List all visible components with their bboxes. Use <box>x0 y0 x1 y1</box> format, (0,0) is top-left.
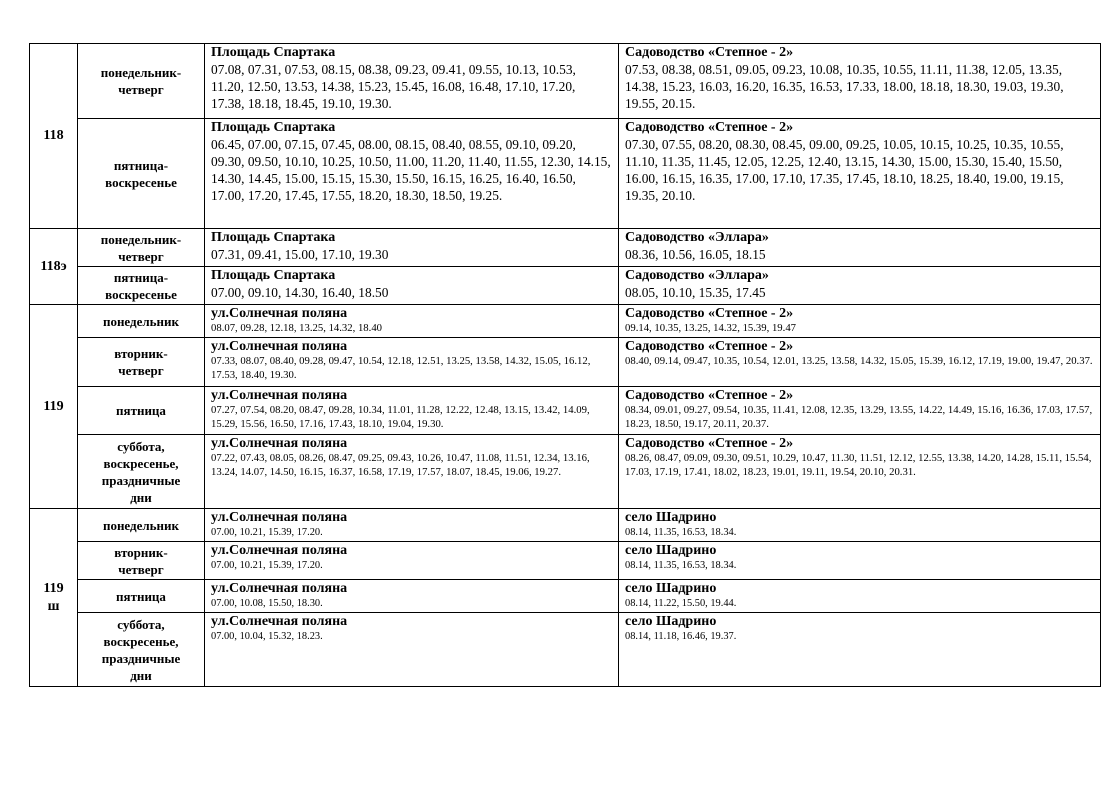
days-label: понедельник <box>78 305 205 338</box>
departure-stop: ул.Солнечная поляна <box>211 339 348 354</box>
days-label: понедельник- четверг <box>78 44 205 119</box>
route-number: 118 <box>30 44 78 229</box>
departure-stop: ул.Солнечная поляна <box>211 581 348 596</box>
return-cell <box>619 580 1101 613</box>
days-label: пятница- воскресенье <box>78 119 205 229</box>
departure-times: 07.27, 07.54, 08.20, 08.47, 09.28, 10.34, 11.01, 11.28, 12.22, 12.48, 13.15, 13.42, 14.09, 15.29, 15.56, 16.50, 17.16, 17.43, 18.10, 19.04, 19.30. <box>211 404 590 430</box>
table-row <box>30 509 1101 542</box>
departure-times: 07.00, 10.21, 15.39, 17.20. <box>211 560 323 571</box>
return-times: 08.14, 11.35, 16.53, 18.34. <box>625 527 737 538</box>
return-times: 08.34, 09.01, 09.27, 09.54, 10.35, 11.41, 12.08, 12.35, 13.29, 13.55, 14.22, 14.49, 15.16, 16.36, 17.03, 17.57, 18.23, 18.50, 19.17, 20.11, 20.37. <box>625 404 1093 430</box>
table-row <box>30 435 1101 509</box>
departure-stop: ул.Солнечная поляна <box>211 614 348 629</box>
return-cell <box>619 613 1101 687</box>
return-times: 07.53, 08.38, 08.51, 09.05, 09.23, 10.08, 10.35, 10.55, 11.11, 11.38, 12.05, 13.35, 14.38, 15.23, 16.03, 16.20, 16.35, 16.53, 17.33, 18.00, 18.18, 18.30, 19.03, 19.30, 19.55, 20.15. <box>625 62 1064 111</box>
table-row <box>30 267 1101 305</box>
table-row <box>30 580 1101 613</box>
departure-times: 07.08, 07.31, 07.53, 08.15, 08.38, 09.23, 09.41, 09.55, 10.13, 10.53, 11.20, 12.50, 13.53, 14.38, 15.23, 15.45, 16.08, 16.48, 17.10, 17.20, 17.38, 18.18, 18.45, 19.10, 19.30. <box>211 62 576 111</box>
departure-cell <box>205 338 619 387</box>
return-cell <box>619 387 1101 435</box>
departure-cell <box>205 229 619 267</box>
return-stop: село Шадрино <box>625 510 717 525</box>
departure-cell <box>205 613 619 687</box>
table-row <box>30 305 1101 338</box>
return-cell <box>619 509 1101 542</box>
departure-times: 07.31, 09.41, 15.00, 17.10, 19.30 <box>211 247 389 262</box>
departure-stop: ул.Солнечная поляна <box>211 510 348 525</box>
table-row <box>30 542 1101 580</box>
days-label: суббота, воскресенье, праздничные дни <box>78 613 205 687</box>
return-stop: Садоводство «Степное - 2» <box>625 436 794 451</box>
departure-times: 07.00, 10.21, 15.39, 17.20. <box>211 527 323 538</box>
return-cell <box>619 119 1101 229</box>
departure-times: 07.33, 08.07, 08.40, 09.28, 09.47, 10.54, 12.18, 12.51, 13.25, 13.58, 14.32, 15.05, 16.12, 17.53, 18.40, 19.30. <box>211 355 591 381</box>
return-times: 08.14, 11.35, 16.53, 18.34. <box>625 560 737 571</box>
return-times: 08.36, 10.56, 16.05, 18.15 <box>625 247 766 262</box>
departure-stop: Площадь Спартака <box>211 45 336 60</box>
departure-times: 07.00, 10.04, 15.32, 18.23. <box>211 631 323 642</box>
return-times: 08.05, 10.10, 15.35, 17.45 <box>625 285 766 300</box>
departure-cell <box>205 509 619 542</box>
return-cell <box>619 229 1101 267</box>
return-stop: Садоводство «Степное - 2» <box>625 120 794 135</box>
return-times: 07.30, 07.55, 08.20, 08.30, 08.45, 09.00, 09.25, 10.05, 10.15, 10.25, 10.35, 10.55, 11.10, 11.35, 11.45, 12.05, 12.25, 12.40, 13.15, 14.30, 15.00, 15.30, 15.40, 15.50, 16.00, 16.15, 16.35, 17.00, 17.10, 17.35, 17.45, 18.10, 18.25, 18.40, 19.00, 19.15, 19.35, 20.10. <box>625 137 1064 203</box>
return-stop: Садоводство «Степное - 2» <box>625 388 794 403</box>
return-stop: село Шадрино <box>625 543 717 558</box>
return-stop: село Шадрино <box>625 581 717 596</box>
days-label: понедельник- четверг <box>78 229 205 267</box>
bus-schedule-table <box>29 43 1101 687</box>
return-cell <box>619 44 1101 119</box>
departure-times: 06.45, 07.00, 07.15, 07.45, 08.00, 08.15, 08.40, 08.55, 09.10, 09.20, 09.30, 09.50, 10.10, 10.25, 10.50, 11.00, 11.20, 11.40, 11.55, 12.30, 14.15, 14.30, 14.45, 15.00, 15.15, 15.30, 15.50, 16.15, 16.25, 16.40, 16.50, 17.00, 17.20, 17.45, 17.55, 18.20, 18.30, 18.50, 19.25. <box>211 137 611 203</box>
days-label: пятница- воскресенье <box>78 267 205 305</box>
days-label: пятница <box>78 580 205 613</box>
route-number: 119 <box>30 305 78 509</box>
table-row <box>30 119 1101 229</box>
table-row <box>30 387 1101 435</box>
departure-stop: Площадь Спартака <box>211 230 336 245</box>
return-cell <box>619 338 1101 387</box>
departure-cell <box>205 542 619 580</box>
table-row <box>30 44 1101 119</box>
return-cell <box>619 305 1101 338</box>
departure-stop: Площадь Спартака <box>211 268 336 283</box>
days-label: суббота, воскресенье, праздничные дни <box>78 435 205 509</box>
return-times: 08.26, 08.47, 09.09, 09.30, 09.51, 10.29, 10.47, 11.30, 11.51, 12.12, 12.55, 13.38, 14.20, 14.28, 15.11, 15.54, 17.03, 17.19, 17.41, 18.02, 18.23, 19.01, 19.11, 19.54, 20.10, 20.31. <box>625 452 1092 478</box>
return-times: 09.14, 10.35, 13.25, 14.32, 15.39, 19.47 <box>625 322 796 334</box>
return-cell <box>619 435 1101 509</box>
departure-cell <box>205 435 619 509</box>
table-row <box>30 338 1101 387</box>
return-stop: село Шадрино <box>625 614 717 629</box>
departure-times: 07.00, 09.10, 14.30, 16.40, 18.50 <box>211 285 389 300</box>
departure-stop: ул.Солнечная поляна <box>211 388 348 403</box>
days-label: вторник- четверг <box>78 542 205 580</box>
route-number: 119 ш <box>30 509 78 687</box>
departure-cell <box>205 267 619 305</box>
days-label: вторник- четверг <box>78 338 205 387</box>
return-times: 08.40, 09.14, 09.47, 10.35, 10.54, 12.01, 13.25, 13.58, 14.32, 15.05, 15.39, 16.12, 17.19, 19.00, 19.47, 20.37. <box>625 355 1093 367</box>
departure-cell <box>205 305 619 338</box>
return-stop: Садоводство «Степное - 2» <box>625 306 794 321</box>
table-row <box>30 613 1101 687</box>
return-cell <box>619 542 1101 580</box>
departure-cell <box>205 387 619 435</box>
return-times: 08.14, 11.22, 15.50, 19.44. <box>625 598 737 609</box>
departure-stop: ул.Солнечная поляна <box>211 436 348 451</box>
days-label: пятница <box>78 387 205 435</box>
return-cell <box>619 267 1101 305</box>
return-stop: Садоводство «Эллара» <box>625 268 769 283</box>
departure-stop: ул.Солнечная поляна <box>211 543 348 558</box>
departure-cell <box>205 580 619 613</box>
departure-stop: ул.Солнечная поляна <box>211 306 348 321</box>
return-times: 08.14, 11.18, 16.46, 19.37. <box>625 631 737 642</box>
departure-times: 07.00, 10.08, 15.50, 18.30. <box>211 598 323 609</box>
departure-stop: Площадь Спартака <box>211 120 336 135</box>
departure-cell <box>205 44 619 119</box>
days-label: понедельник <box>78 509 205 542</box>
route-number: 118э <box>30 229 78 305</box>
departure-times: 07.22, 07.43, 08.05, 08.26, 08.47, 09.25, 09.43, 10.26, 10.47, 11.08, 11.51, 12.34, 13.16, 13.24, 14.07, 14.50, 16.15, 16.37, 16.58, 17.19, 17.57, 18.07, 18.45, 19.06, 19.27. <box>211 452 590 478</box>
return-stop: Садоводство «Степное - 2» <box>625 339 794 354</box>
return-stop: Садоводство «Эллара» <box>625 230 769 245</box>
return-stop: Садоводство «Степное - 2» <box>625 45 794 60</box>
departure-cell <box>205 119 619 229</box>
table-row <box>30 229 1101 267</box>
departure-times: 08.07, 09.28, 12.18, 13.25, 14.32, 18.40 <box>211 322 382 334</box>
